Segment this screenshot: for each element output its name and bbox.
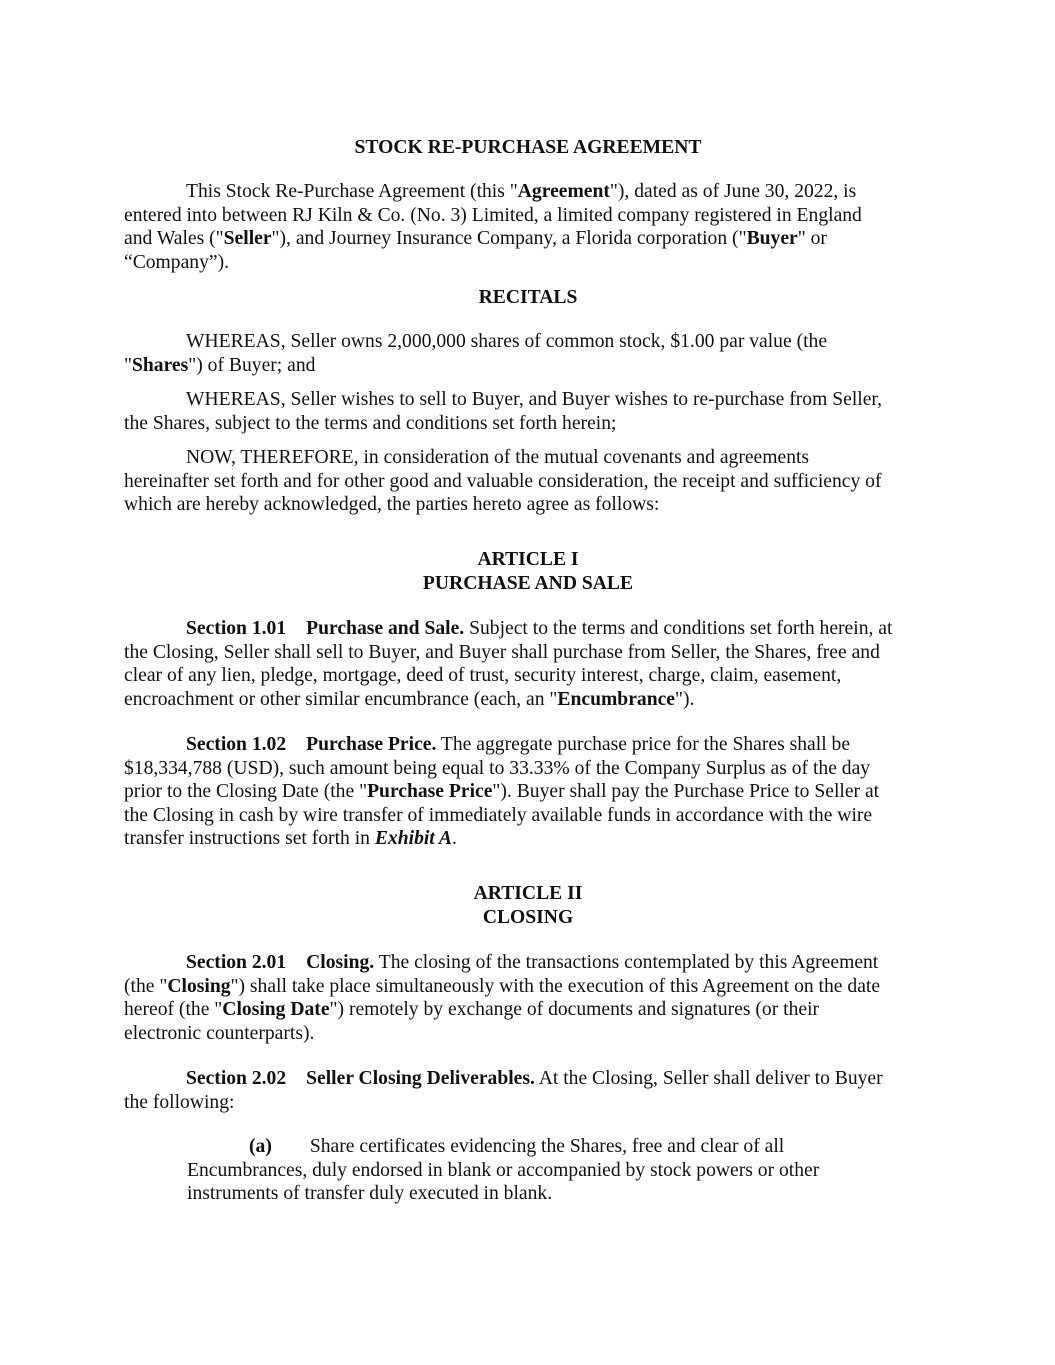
section-heading: Seller Closing Deliverables. bbox=[306, 1068, 535, 1089]
section-2-02-item-a: (a) Share certificates evidencing the Shares, free and clear of all Encumbrances, duly endorsed in blank or accompanied by stock powers or other instruments of transfer duly executed in blank. bbox=[187, 1136, 820, 1205]
section-heading: Purchase Price. bbox=[306, 734, 437, 755]
section-1-01: Section 1.01 Purchase and Sale. Subject to the terms and conditions set forth herein, at the Closing, Seller shall sell to Buyer, and Buyer shall purchase from Seller, the Shares, free and clear of any lien, pledge, mortgage, deed of trust, security interest, charge, claim, easement, encroachment or other similar encumbrance (each, an "Encumbrance"). bbox=[124, 618, 893, 710]
document-title: STOCK RE-PURCHASE AGREEMENT bbox=[354, 137, 702, 158]
section-number: Section 1.02 bbox=[186, 734, 287, 755]
section-2-02: Section 2.02 Seller Closing Deliverables. At the Closing, Seller shall deliver to Buyer the following: bbox=[124, 1068, 883, 1113]
defined-term-agreement: Agreement bbox=[517, 181, 610, 202]
article-1-title: PURCHASE AND SALE bbox=[422, 572, 634, 594]
article-1-number: ARTICLE I bbox=[477, 549, 579, 570]
intro-paragraph: This Stock Re-Purchase Agreement (this "Agreement"), dated as of June 30, 2022, is entered into between RJ Kiln & Co. (No. 3) Limited, a limited company registered in England and Wales ("Seller"), and Journey Insurance Company, a Florida corporation ("Buyer" or “Company”). bbox=[124, 181, 862, 273]
defined-term-purchase-price: Purchase Price bbox=[367, 781, 493, 803]
section-number: Section 2.02 bbox=[186, 1068, 287, 1089]
defined-term-closing-date: Closing Date bbox=[222, 999, 330, 1021]
item-label: (a) bbox=[249, 1136, 272, 1157]
article-2-title: CLOSING bbox=[482, 906, 574, 928]
section-heading: Closing. bbox=[306, 952, 375, 973]
recitals-heading: RECITALS bbox=[478, 287, 578, 308]
article-2-heading bbox=[124, 882, 932, 929]
section-1-02: Section 1.02 Purchase Price. The aggregate purchase price for the Shares shall be $18,334,788 (USD), such amount being equal to 33.33% of the Company Surplus as of the day prior to the Closing Date (the "Purchase Price"). Buyer shall pay the Purchase Price to Seller at the Closing in cash by wire transfer of immediately available funds in accordance with the wire transfer instructions set forth in Exhibit A. bbox=[124, 734, 880, 850]
article-2-number: ARTICLE II bbox=[473, 883, 583, 904]
recital-paragraph-2: WHEREAS, Seller wishes to sell to Buyer, and Buyer wishes to re-purchase from Seller, the Shares, subject to the terms and conditions set forth herein; bbox=[124, 389, 883, 434]
defined-term-shares: Shares bbox=[132, 354, 189, 376]
defined-term-closing: Closing bbox=[167, 975, 231, 997]
exhibit-a-reference: Exhibit A bbox=[374, 828, 452, 850]
defined-term-encumbrance: Encumbrance bbox=[557, 688, 675, 710]
recital-paragraph-1: WHEREAS, Seller owns 2,000,000 shares of common stock, $1.00 par value (the "Shares") of Buyer; and bbox=[124, 331, 828, 376]
recital-paragraph-3: NOW, THEREFORE, in consideration of the mutual covenants and agreements hereinafter set forth and for other good and valuable consideration, the receipt and sufficiency of which are hereby acknowledged, the parties hereto agree as follows: bbox=[124, 447, 882, 516]
section-number: Section 2.01 bbox=[186, 952, 287, 973]
section-2-01: Section 2.01 Closing. The closing of the transactions contemplated by this Agreement (the "Closing") shall take place simultaneously with the execution of this Agreement on the date hereof (the "Closing Date") remotely by exchange of documents and signatures (or their electronic counterparts). bbox=[124, 952, 881, 1044]
defined-term-seller: Seller bbox=[223, 228, 272, 250]
section-number: Section 1.01 bbox=[186, 618, 287, 639]
defined-term-buyer: Buyer bbox=[746, 228, 798, 250]
section-heading: Purchase and Sale. bbox=[306, 618, 465, 639]
article-1-heading bbox=[124, 548, 932, 595]
